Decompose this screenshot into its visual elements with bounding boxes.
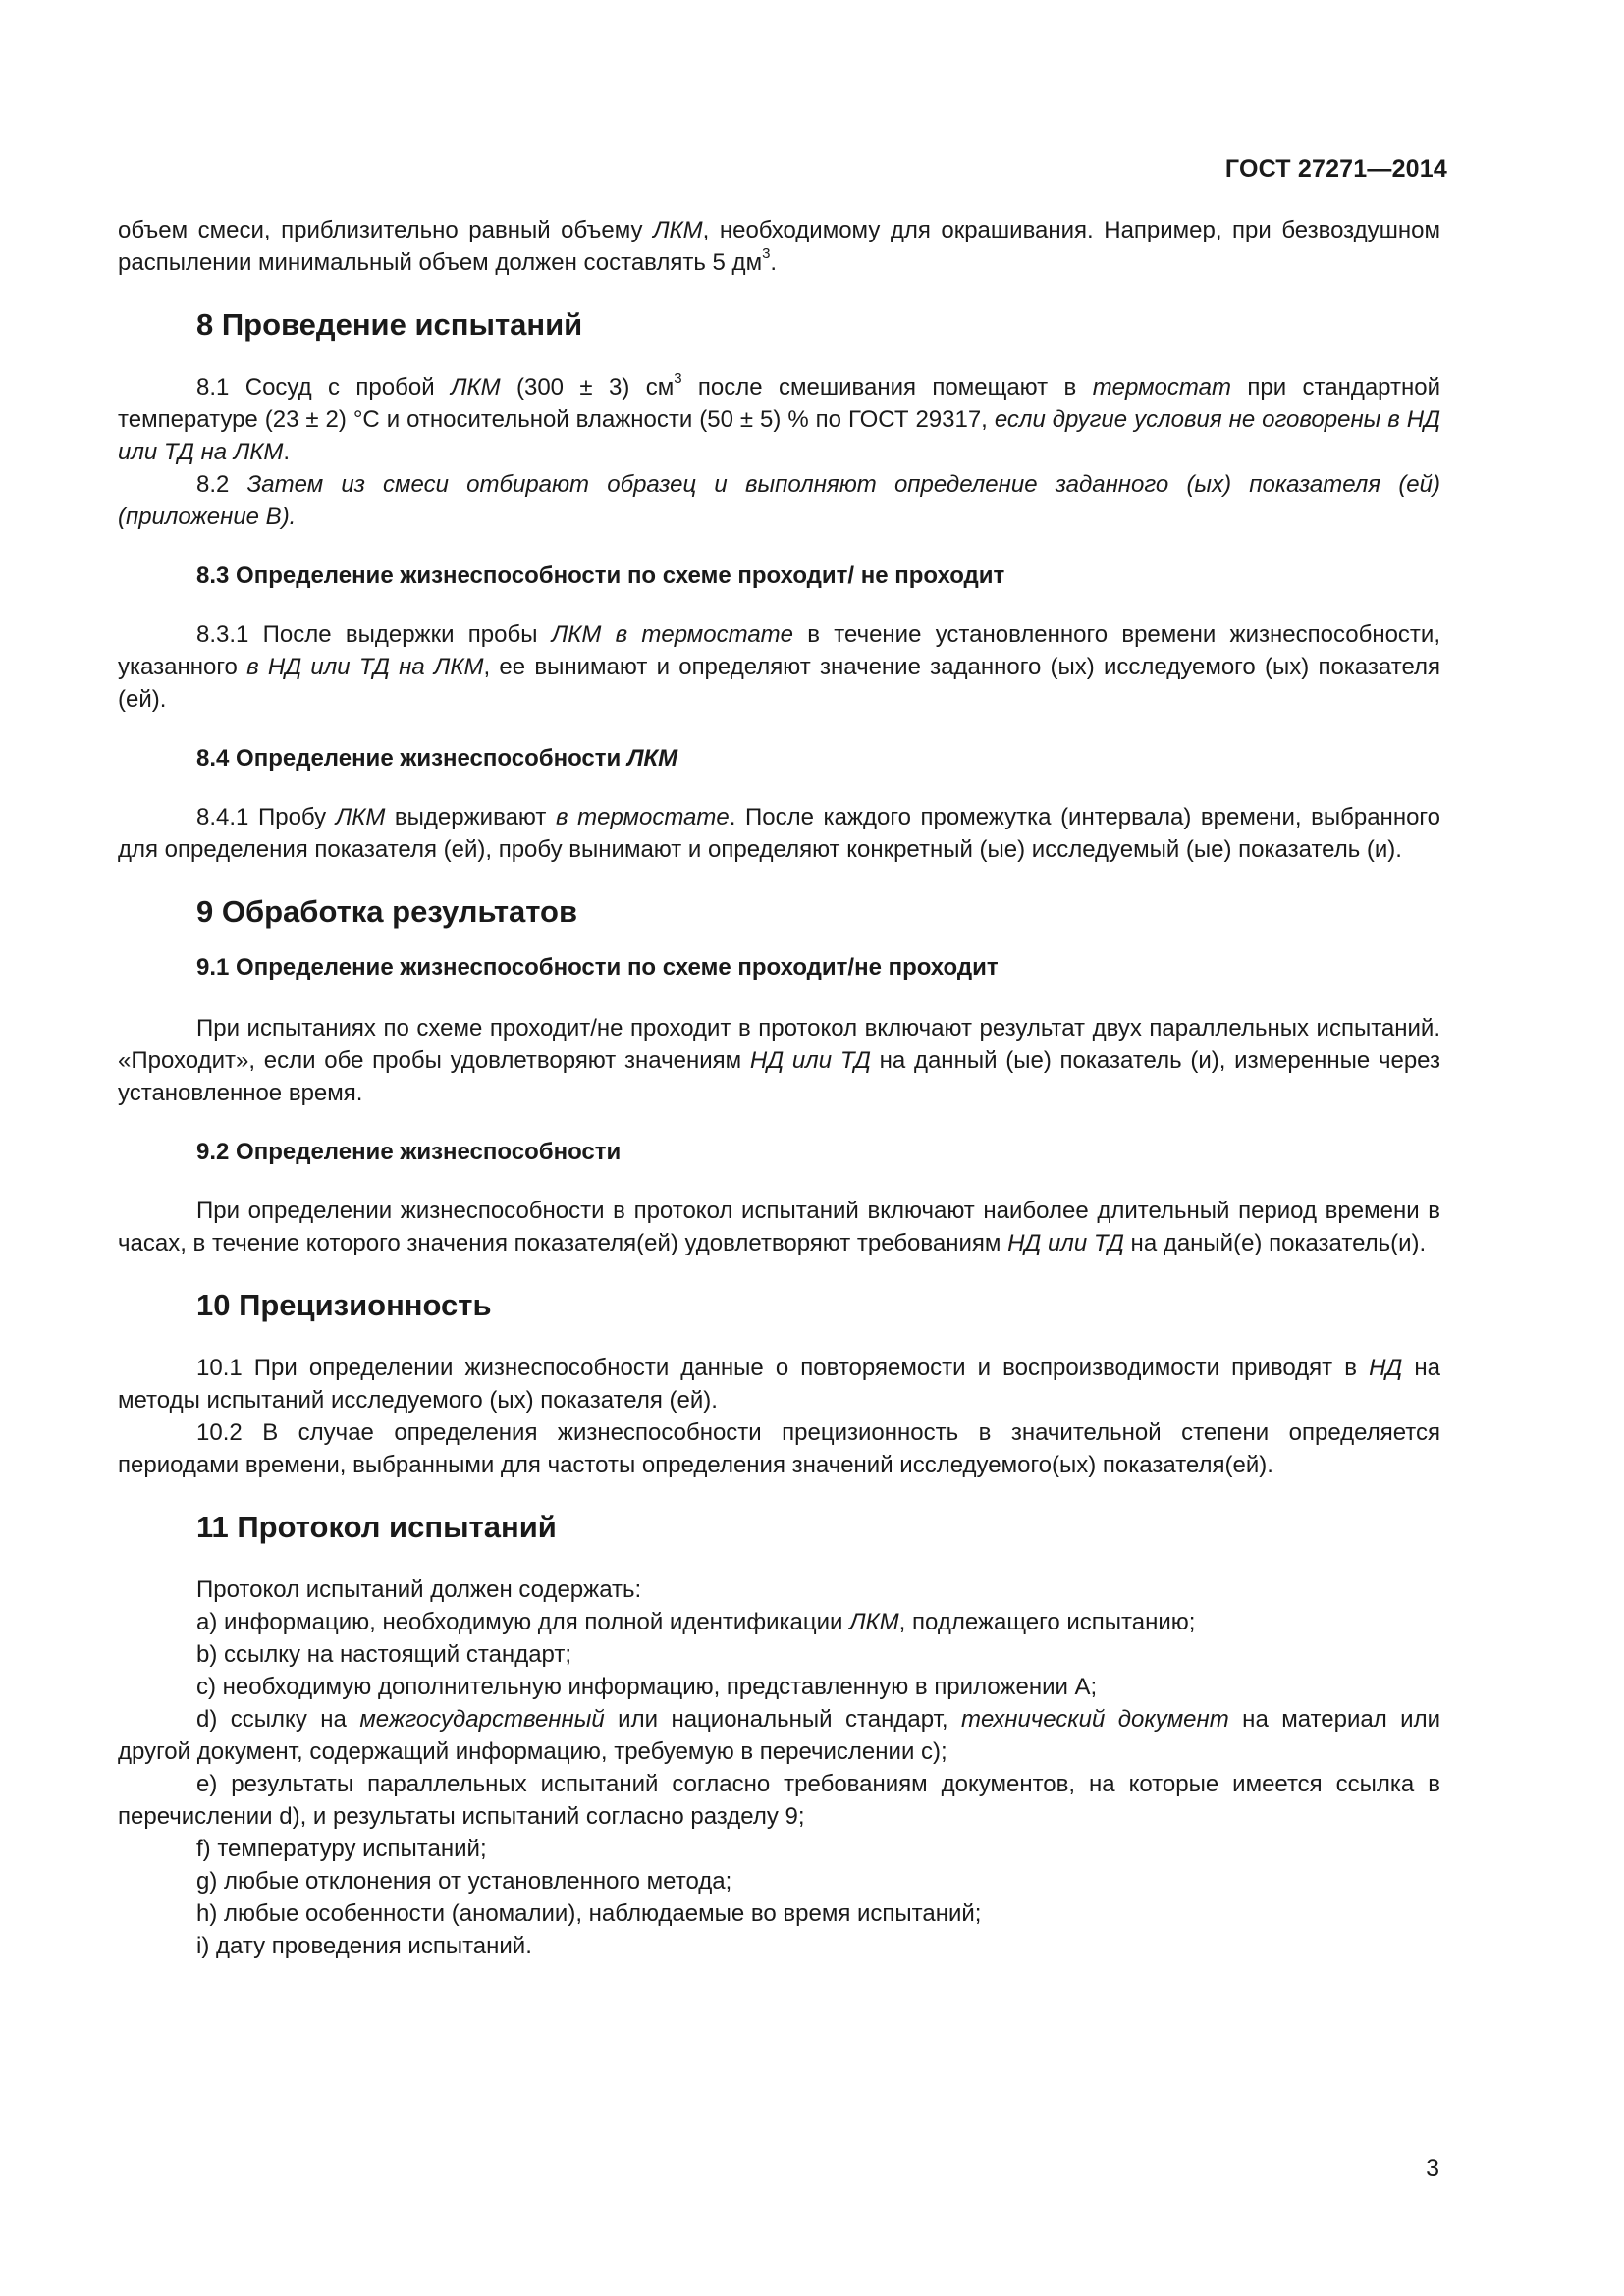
list-item-h: h) любые особенности (аномалии), наблюдаемые во время испытаний;: [196, 1900, 982, 1927]
list-item-i: i) дату проведения испытаний.: [196, 1933, 532, 1959]
paragraph-8-3-1: 8.3.1 После выдержки пробы ЛКМ в термостате в течение установленного времени жизнеспособности, указанного в НД или ТД на ЛКМ, ее вынимают и определяют значение заданного (ых) исследуемого (ых) показателя (ей).: [118, 621, 1441, 713]
subsection-8-4-heading: 8.4 Определение жизнеспособности ЛКМ: [196, 745, 678, 772]
section-8-heading: 8 Проведение испытаний: [196, 307, 583, 342]
intro-paragraph: объем смеси, приблизительно равный объему ЛКМ, необходимому для окрашивания. Например, при безвоздушном распылении минимальный объем должен составлять 5 $дм^3$.: [118, 217, 1441, 276]
paragraph-8-2: 8.2 Затем из смеси отбирают образец и выполняют определение заданного (ых) показателя (ей) (приложение В).: [118, 471, 1440, 530]
paragraph-8-4-1: 8.4.1 Пробу ЛКМ выдерживают в термостате. После каждого промежутка (интервала) времени, выбранного для определения показателя (ей), пробу вынимают и определяют конкретный (ые) исследуемый (ые) показатель (и).: [118, 804, 1440, 863]
subsection-9-1-heading: 9.1 Определение жизнеспособности по схеме проходит/не проходит: [196, 954, 999, 981]
section-11-heading: 11 Протокол испытаний: [196, 1510, 557, 1544]
paragraph-10-2: 10.2 В случае определения жизнеспособности прецизионность в значительной степени определяется периодами времени, выбранными для частоты определения значений исследуемого(ых) показателя(ей).: [118, 1419, 1440, 1478]
list-item-c: c) необходимую дополнительную информацию, представленную в приложении А;: [196, 1674, 1098, 1700]
paragraph-8-1: 8.1 Сосуд с пробой ЛКМ (300 ± 3) $см^3$ после смешивания помещают в термостат при стандартной температуре (23 ± 2) °С и относительной влажности (50 ± 5) % по ГОСТ 29317, если другие условия не оговорены в НД или ТД на ЛКМ.: [118, 370, 1440, 465]
paragraph-9-1: При испытаниях по схеме проходит/не проходит в протокол включают результат двух параллельных испытаний. «Проходит», если обе пробы удовлетворяют значениям НД или ТД на данный (ые) показатель (и), измеренные через установленное время.: [118, 1015, 1440, 1106]
paragraph-10-1: 10.1 При определении жизнеспособности данные о повторяемости и воспроизводимости приводят в НД на методы испытаний исследуемого (ых) показателя (ей).: [118, 1355, 1440, 1414]
protocol-intro: Протокол испытаний должен содержать:: [196, 1576, 642, 1603]
list-item-b: b) ссылку на настоящий стандарт;: [196, 1641, 572, 1668]
document-body: [118, 214, 1440, 1962]
list-item-f: f) температуру испытаний;: [196, 1836, 487, 1862]
list-item-d: d) ссылку на межгосударственный или национальный стандарт, технический документ на материал или другой документ, содержащий информацию, требуемую в перечислении с);: [118, 1706, 1440, 1765]
page-number: 3: [1426, 2155, 1439, 2182]
section-9-heading: 9 Обработка результатов: [196, 894, 578, 929]
paragraph-9-2: При определении жизнеспособности в протокол испытаний включают наиболее длительный период времени в часах, в течение которого значения показателя(ей) удовлетворяют требованиям НД или ТД на даный(е) показатель(и).: [118, 1198, 1440, 1256]
subsection-9-2-heading: 9.2 Определение жизнеспособности: [196, 1139, 622, 1165]
list-item-e: e) результаты параллельных испытаний согласно требованиям документов, на которые имеется ссылка в перечислении d), и результаты испытаний согласно разделу 9;: [118, 1771, 1440, 1830]
list-item-g: g) любые отклонения от установленного метода;: [196, 1868, 732, 1895]
section-10-heading: 10 Прецизионность: [196, 1288, 492, 1322]
subsection-8-3-heading: 8.3 Определение жизнеспособности по схеме проходит/ не проходит: [196, 562, 1005, 589]
document-header: ГОСТ 27271—2014: [1224, 155, 1447, 183]
list-item-a: a) информацию, необходимую для полной идентификации ЛКМ, подлежащего испытанию;: [196, 1609, 1196, 1635]
